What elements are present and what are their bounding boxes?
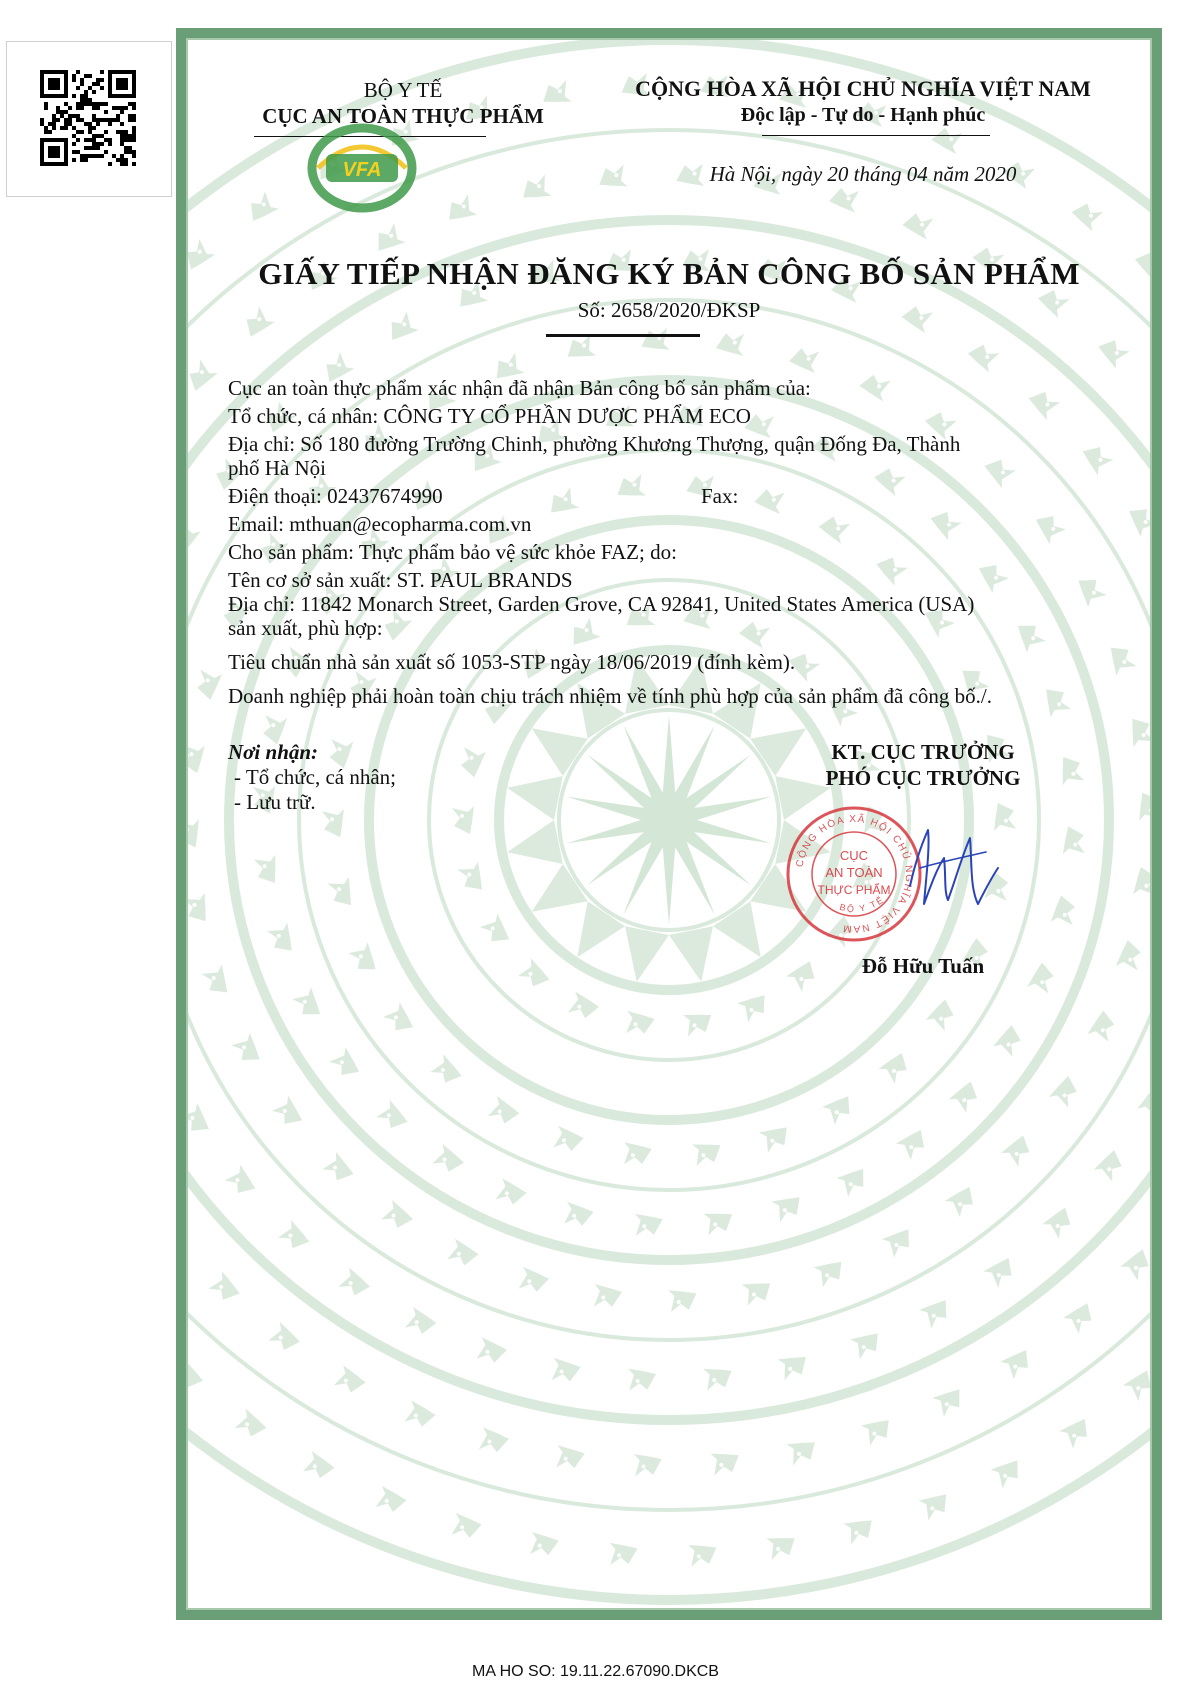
- signature-title-2: PHÓ CỤC TRƯỞNG: [825, 766, 1021, 790]
- seal-text-3: THỰC PHẨM: [817, 883, 891, 897]
- email-line: Email: mthuan@ecopharma.com.vn: [228, 512, 532, 536]
- signature-title-1: KT. CỤC TRƯỞNG: [831, 740, 1015, 764]
- recipients-label: Nơi nhận:: [228, 740, 319, 764]
- responsibility-line: Doanh nghiệp phải hoàn toàn chịu trách nhiệm về tính phù hợp của sản phẩm đã công bố./.: [228, 684, 992, 708]
- handwritten-signature: [900, 808, 1010, 928]
- seal-ring-text: CỘNG HÒA XÃ HỘI CHỦ NGHĨA VIỆT NAM: [794, 813, 915, 935]
- recipient-item: - Tổ chức, cá nhân;: [234, 765, 397, 789]
- address-line-1: Địa chỉ: Số 180 đường Trường Chinh, phường Khương Thượng, quận Đống Đa, Thành: [228, 432, 961, 456]
- standard-line: Tiêu chuẩn nhà sản xuất số 1053-STP ngày 18/06/2019 (đính kèm).: [228, 650, 796, 674]
- document-title: GIẤY TIẾP NHẬN ĐĂNG KÝ BẢN CÔNG BỐ SẢN PHẨM: [258, 256, 1080, 291]
- address-line-2: phố Hà Nội: [228, 456, 326, 480]
- qr-code-icon: [40, 70, 136, 166]
- fax-line: Fax:: [701, 484, 739, 508]
- phone-line: Điện thoại: 02437674990: [228, 484, 443, 508]
- recipient-item: - Lưu trữ.: [234, 790, 316, 814]
- signer-name: Đỗ Hữu Tuấn: [861, 954, 985, 978]
- produced-line: sản xuất, phù hợp:: [228, 616, 383, 640]
- manufacturer-address-line: Địa chỉ: 11842 Monarch Street, Garden Grove, CA 92841, United States America (USA): [228, 592, 975, 616]
- intro-line: Cục an toàn thực phẩm xác nhận đã nhận Bản công bố sản phẩm của:: [228, 376, 811, 400]
- organization-line: Tổ chức, cá nhân: CÔNG TY CỔ PHẦN DƯỢC PHẨM ECO: [228, 404, 751, 428]
- qr-code-box: [6, 41, 172, 197]
- certificate-frame: [176, 28, 1162, 1620]
- manufacturer-line: Tên cơ sở sản xuất: ST. PAUL BRANDS: [228, 568, 573, 592]
- seal-text-1: CỤC: [839, 848, 869, 863]
- motto-underline: [762, 135, 990, 136]
- vfa-logo-icon: [304, 116, 420, 214]
- certificate-paper: [186, 38, 1152, 1610]
- seal-text-2: AN TOÀN: [825, 865, 883, 880]
- svg-text:BỘ Y TẾ: [839, 894, 887, 914]
- agency-name: CỤC AN TOÀN THỰC PHẨM: [262, 104, 544, 128]
- document-number: Số: 2658/2020/ĐKSP: [577, 298, 761, 322]
- vfa-logo-text: VFA: [342, 159, 382, 181]
- title-underline: [546, 334, 700, 337]
- place-date: Hà Nội, ngày 20 tháng 04 năm 2020: [709, 162, 1017, 186]
- dossier-code: MA HO SO: 19.11.22.67090.DKCB: [472, 1663, 719, 1680]
- product-line: Cho sản phẩm: Thực phẩm bảo vệ sức khỏe FAZ; do:: [228, 540, 677, 564]
- national-motto: Độc lập - Tự do - Hạnh phúc: [740, 104, 986, 126]
- country-name: CỘNG HÒA XÃ HỘI CHỦ NGHĨA VIỆT NAM: [635, 76, 1091, 101]
- seal-bottom-text: BỘ Y TẾ: [838, 894, 887, 915]
- ministry-name: BỘ Y TẾ: [363, 78, 443, 102]
